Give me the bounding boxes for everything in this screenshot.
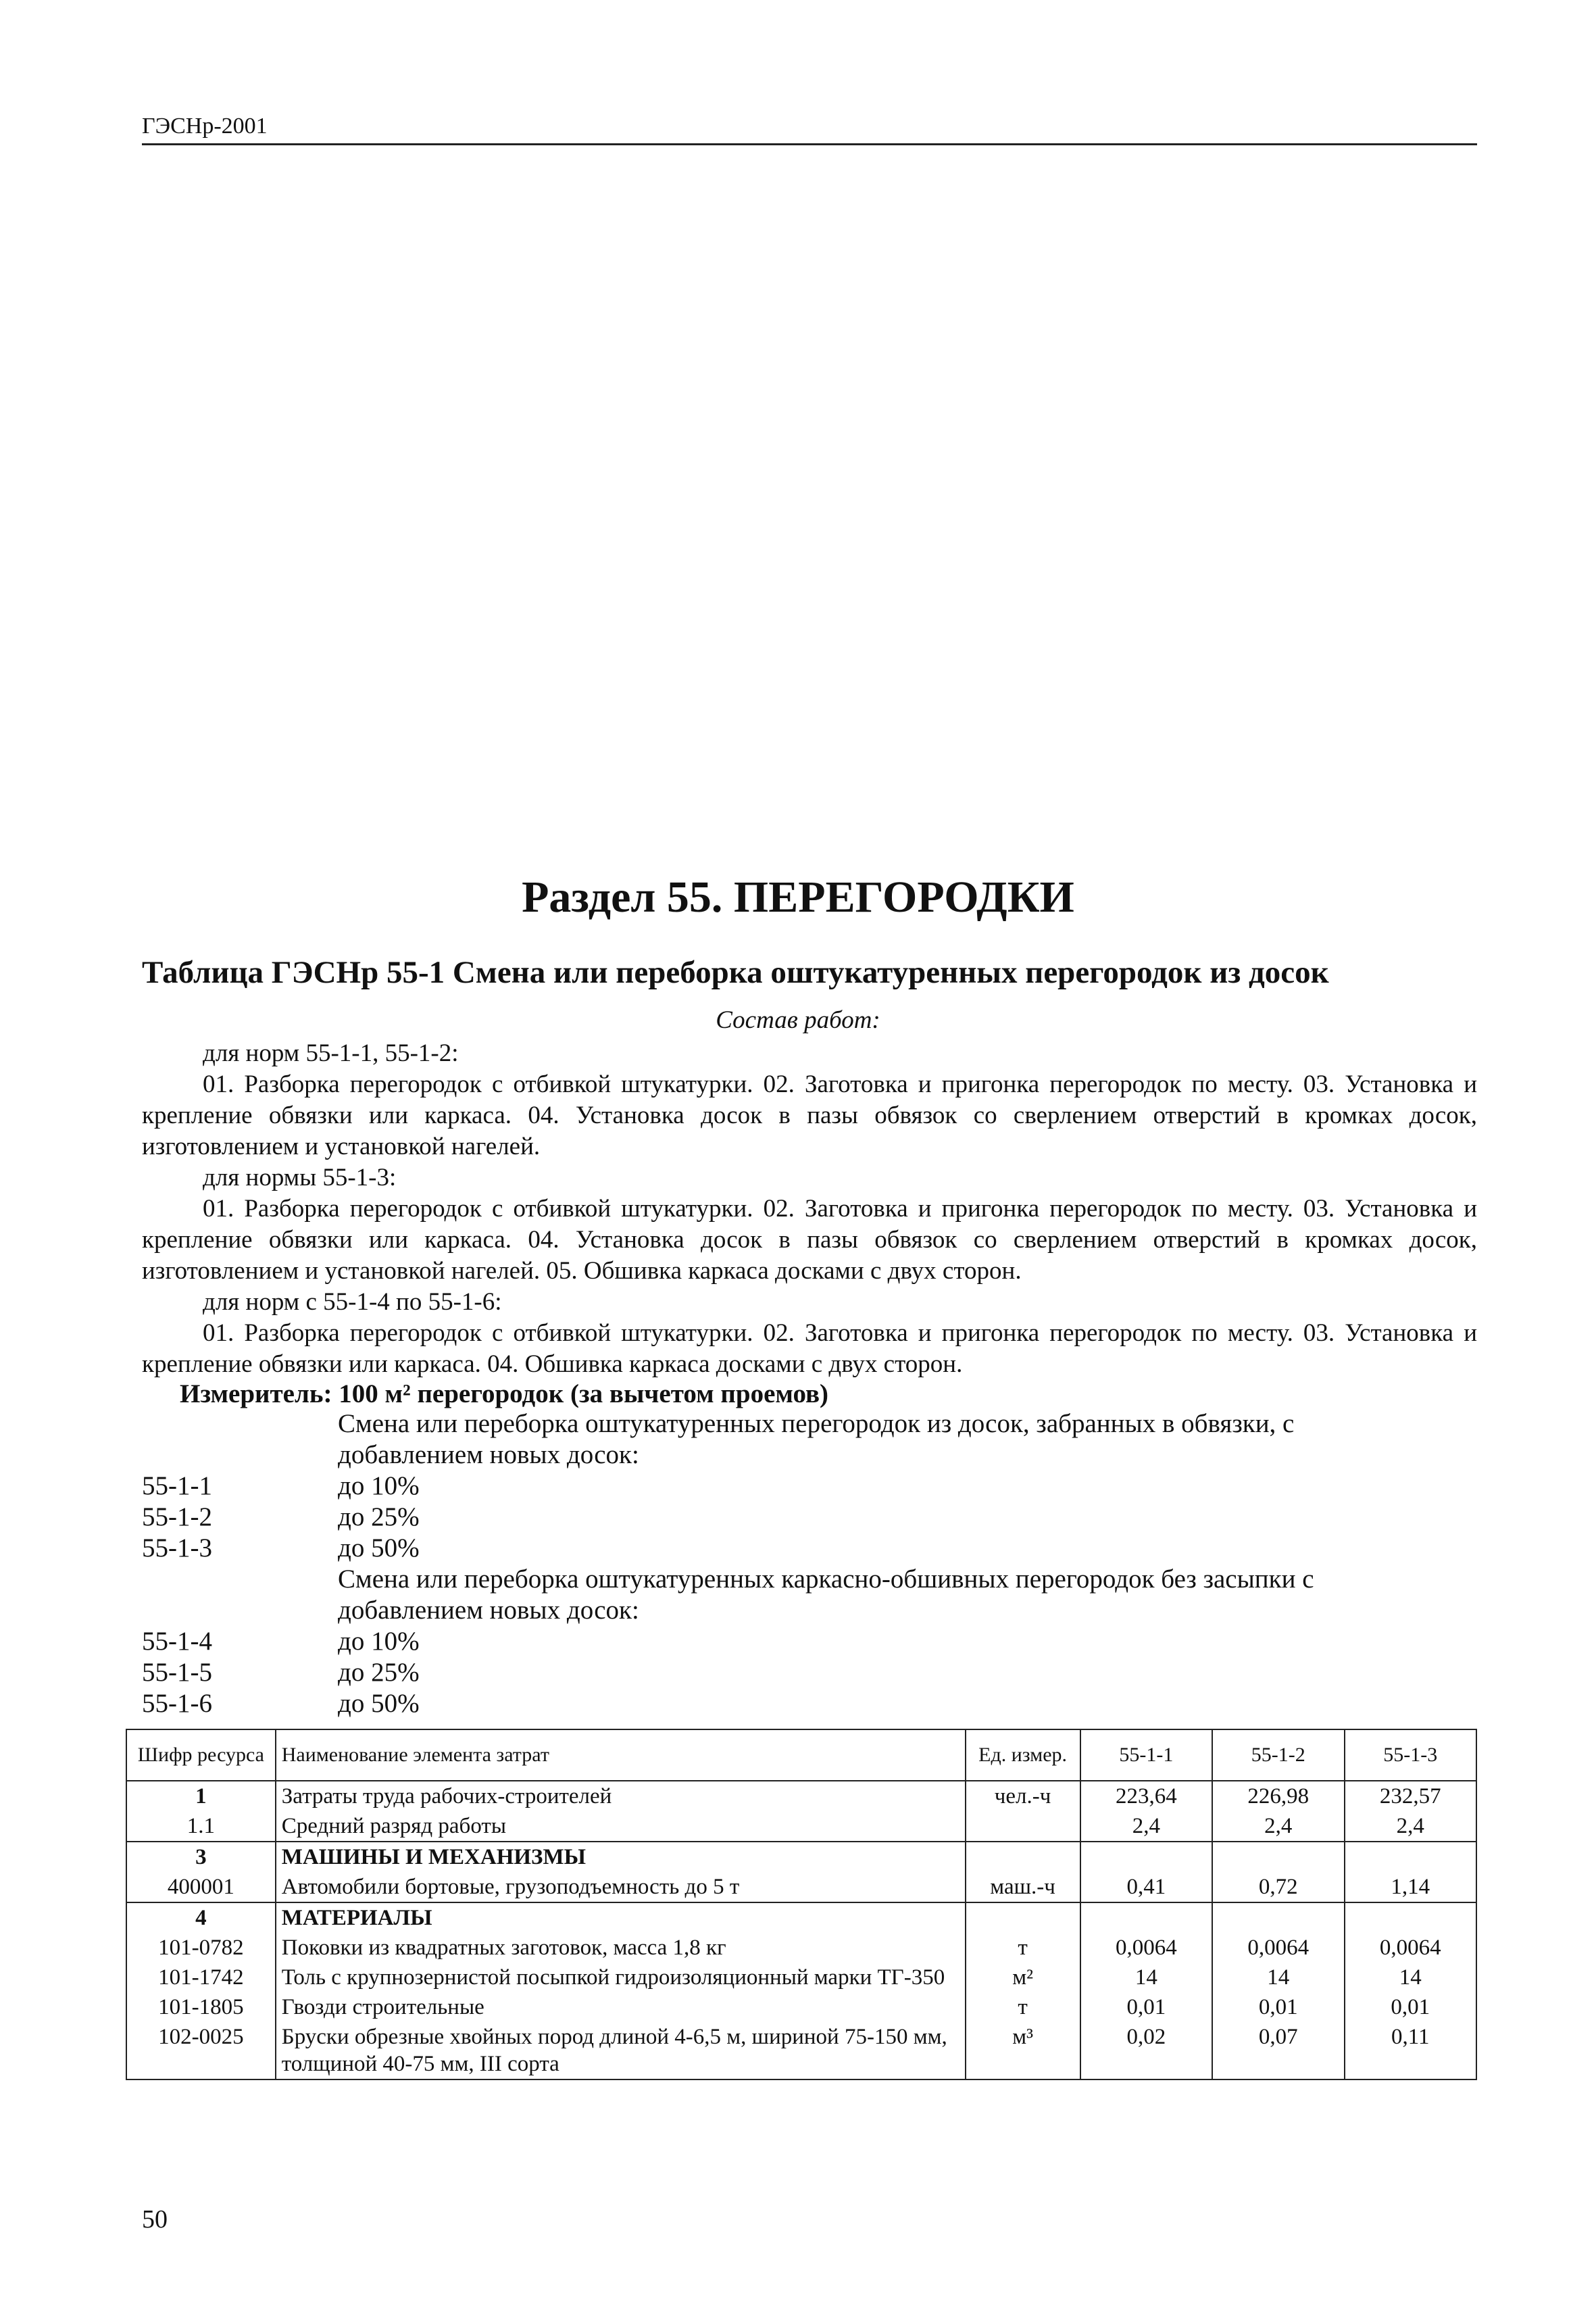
norm-1-value-cell: 0,41	[1080, 1872, 1212, 1902]
work-composition	[142, 1038, 1477, 1380]
variant-text: до 10%	[338, 1627, 420, 1656]
table-row	[126, 1872, 1476, 1902]
resource-code-cell: 101-0782	[126, 1933, 276, 1963]
resource-code-cell: 101-1805	[126, 1992, 276, 2022]
element-name-cell: Толь с крупнозернистой посыпкой гидроизоляционный марки ТГ-350	[276, 1963, 966, 1992]
norm-1-value-cell: 0,01	[1080, 1992, 1212, 2022]
table-body	[126, 1781, 1476, 2079]
work-group-text: 01. Разборка перегородок с отбивкой штукатурки. 02. Заготовка и пригонка перегородок по месту. 03. Установка и крепление обвязки или каркаса. 04. Установка досок в пазы обвязок со сверлением отверстий в кромках досок, изготовлением и установкой нагелей.	[142, 1070, 1477, 1160]
variant-row	[142, 1688, 1477, 1719]
variant-text: до 50%	[338, 1689, 420, 1718]
variant-code: 55-1-5	[142, 1658, 212, 1687]
variant-code: 55-1-3	[142, 1533, 212, 1562]
header-element-name: Наименование элемента затрат	[276, 1729, 966, 1781]
norm-2-value-cell: 0,0064	[1212, 1933, 1344, 1963]
resource-code-cell: 3	[126, 1842, 276, 1872]
unit-cell	[966, 1902, 1080, 1933]
resource-cost-table	[126, 1729, 1477, 2080]
element-name-cell: Гвозди строительные	[276, 1992, 966, 2022]
unit-cell: чел.-ч	[966, 1781, 1080, 1811]
unit-cell: м³	[966, 2022, 1080, 2079]
norm-2-value-cell	[1212, 1902, 1344, 1933]
header-norm-1: 55-1-1	[1080, 1729, 1212, 1781]
composition-label: Состав работ:	[716, 1006, 880, 1034]
variant-text: до 10%	[338, 1471, 420, 1500]
table-row	[126, 2022, 1476, 2079]
variant-code: 55-1-4	[142, 1627, 212, 1656]
norm-3-value-cell: 0,11	[1345, 2022, 1476, 2079]
work-group-text: 01. Разборка перегородок с отбивкой штукатурки. 02. Заготовка и пригонка перегородок по месту. 03. Установка и крепление обвязки или каркаса. 04. Обшивка каркаса досками с двух сторон.	[142, 1319, 1477, 1378]
table-header-row	[126, 1729, 1476, 1781]
element-name-cell: Автомобили бортовые, грузоподъемность до 5 т	[276, 1872, 966, 1902]
unit-cell: м²	[966, 1963, 1080, 1992]
element-name-cell: МАШИНЫ И МЕХАНИЗМЫ	[276, 1842, 966, 1872]
table-row	[126, 1902, 1476, 1933]
running-header	[142, 114, 1477, 145]
unit-cell: т	[966, 1933, 1080, 1963]
element-name-cell: Затраты труда рабочих-строителей	[276, 1781, 966, 1811]
norm-2-value-cell: 14	[1212, 1963, 1344, 1992]
variant-group-heading: Смена или переборка оштукатуренных каркасно-обшивных перегородок без засыпки с добавлением новых досок:	[338, 1565, 1314, 1625]
resource-code-cell: 400001	[126, 1872, 276, 1902]
table-title: Таблица ГЭСНр 55-1 Смена или переборка оштукатуренных перегородок из досок	[142, 955, 1329, 990]
work-group	[142, 1038, 1477, 1162]
norm-2-value-cell: 0,07	[1212, 2022, 1344, 2079]
page-number: 50	[142, 2205, 168, 2234]
element-name-cell: МАТЕРИАЛЫ	[276, 1902, 966, 1933]
table-row	[126, 1992, 1476, 2022]
resource-code-cell: 4	[126, 1902, 276, 1933]
variant-text: до 25%	[338, 1502, 420, 1531]
resource-code-cell: 1.1	[126, 1811, 276, 1842]
variant-row	[142, 1533, 1477, 1564]
variant-row	[142, 1626, 1477, 1657]
resource-code-cell: 1	[126, 1781, 276, 1811]
header-norm-3: 55-1-3	[1345, 1729, 1476, 1781]
norm-3-value-cell: 1,14	[1345, 1872, 1476, 1902]
norm-2-value-cell: 0,72	[1212, 1872, 1344, 1902]
table-row	[126, 1933, 1476, 1963]
table-row	[126, 1963, 1476, 1992]
norm-1-value-cell: 14	[1080, 1963, 1212, 1992]
work-group-norms: для норм с 55-1-4 по 55-1-6:	[203, 1288, 502, 1316]
norm-2-value-cell	[1212, 1842, 1344, 1872]
norm-2-value-cell: 2,4	[1212, 1811, 1344, 1842]
element-name-cell: Средний разряд работы	[276, 1811, 966, 1842]
norm-1-value-cell: 223,64	[1080, 1781, 1212, 1811]
variant-text: до 50%	[338, 1533, 420, 1562]
norm-3-value-cell: 0,0064	[1345, 1933, 1476, 1963]
norm-2-value-cell: 226,98	[1212, 1781, 1344, 1811]
norm-3-value-cell: 0,01	[1345, 1992, 1476, 2022]
work-group	[142, 1287, 1477, 1380]
table-row	[126, 1811, 1476, 1842]
table-row	[126, 1781, 1476, 1811]
element-name-cell: Бруски обрезные хвойных пород длиной 4-6,5 м, шириной 75-150 мм, толщиной 40-75 мм, III сорта	[276, 2022, 966, 2079]
table-row	[126, 1842, 1476, 1872]
variant-code: 55-1-6	[142, 1689, 212, 1718]
doc-code: ГЭСНр-2001	[142, 114, 268, 139]
variant-row	[142, 1657, 1477, 1688]
variant-text: до 25%	[338, 1658, 420, 1687]
unit-cell	[966, 1842, 1080, 1872]
resource-code-cell: 102-0025	[126, 2022, 276, 2079]
section-title: Раздел 55. ПЕРЕГОРОДКИ	[522, 872, 1074, 922]
measure-unit: Измеритель: 100 м² перегородок (за вычетом проемов)	[180, 1379, 829, 1408]
norm-3-value-cell: 14	[1345, 1963, 1476, 1992]
work-group-norms: для норм 55-1-1, 55-1-2:	[203, 1039, 459, 1067]
header-resource-code: Шифр ресурса	[126, 1729, 276, 1781]
work-group	[142, 1162, 1477, 1287]
variant-group-heading: Смена или переборка оштукатуренных перегородок из досок, забранных в обвязки, с добавлением новых досок:	[338, 1409, 1295, 1469]
unit-cell: маш.-ч	[966, 1872, 1080, 1902]
norm-variants	[142, 1408, 1477, 1719]
variant-code: 55-1-2	[142, 1502, 212, 1531]
norm-3-value-cell: 2,4	[1345, 1811, 1476, 1842]
norm-1-value-cell: 2,4	[1080, 1811, 1212, 1842]
resource-code-cell: 101-1742	[126, 1963, 276, 1992]
unit-cell	[966, 1811, 1080, 1842]
norm-1-value-cell: 0,02	[1080, 2022, 1212, 2079]
variant-row	[142, 1502, 1477, 1533]
work-group-text: 01. Разборка перегородок с отбивкой штукатурки. 02. Заготовка и пригонка перегородок по месту. 03. Установка и крепление обвязки или каркаса. 04. Установка досок в пазы обвязок со сверлением отверстий в кромках досок, изготовлением и установкой нагелей. 05. Обшивка каркаса досками с двух сторон.	[142, 1195, 1477, 1285]
norm-3-value-cell	[1345, 1902, 1476, 1933]
unit-cell: т	[966, 1992, 1080, 2022]
variant-code: 55-1-1	[142, 1471, 212, 1500]
variant-row	[142, 1471, 1477, 1502]
norm-3-value-cell	[1345, 1842, 1476, 1872]
norm-1-value-cell: 0,0064	[1080, 1933, 1212, 1963]
norm-1-value-cell	[1080, 1902, 1212, 1933]
norm-2-value-cell: 0,01	[1212, 1992, 1344, 2022]
norm-3-value-cell: 232,57	[1345, 1781, 1476, 1811]
element-name-cell: Поковки из квадратных заготовок, масса 1,8 кг	[276, 1933, 966, 1963]
header-unit: Ед. измер.	[966, 1729, 1080, 1781]
work-group-norms: для нормы 55-1-3:	[203, 1164, 397, 1191]
norm-1-value-cell	[1080, 1842, 1212, 1872]
header-norm-2: 55-1-2	[1212, 1729, 1344, 1781]
